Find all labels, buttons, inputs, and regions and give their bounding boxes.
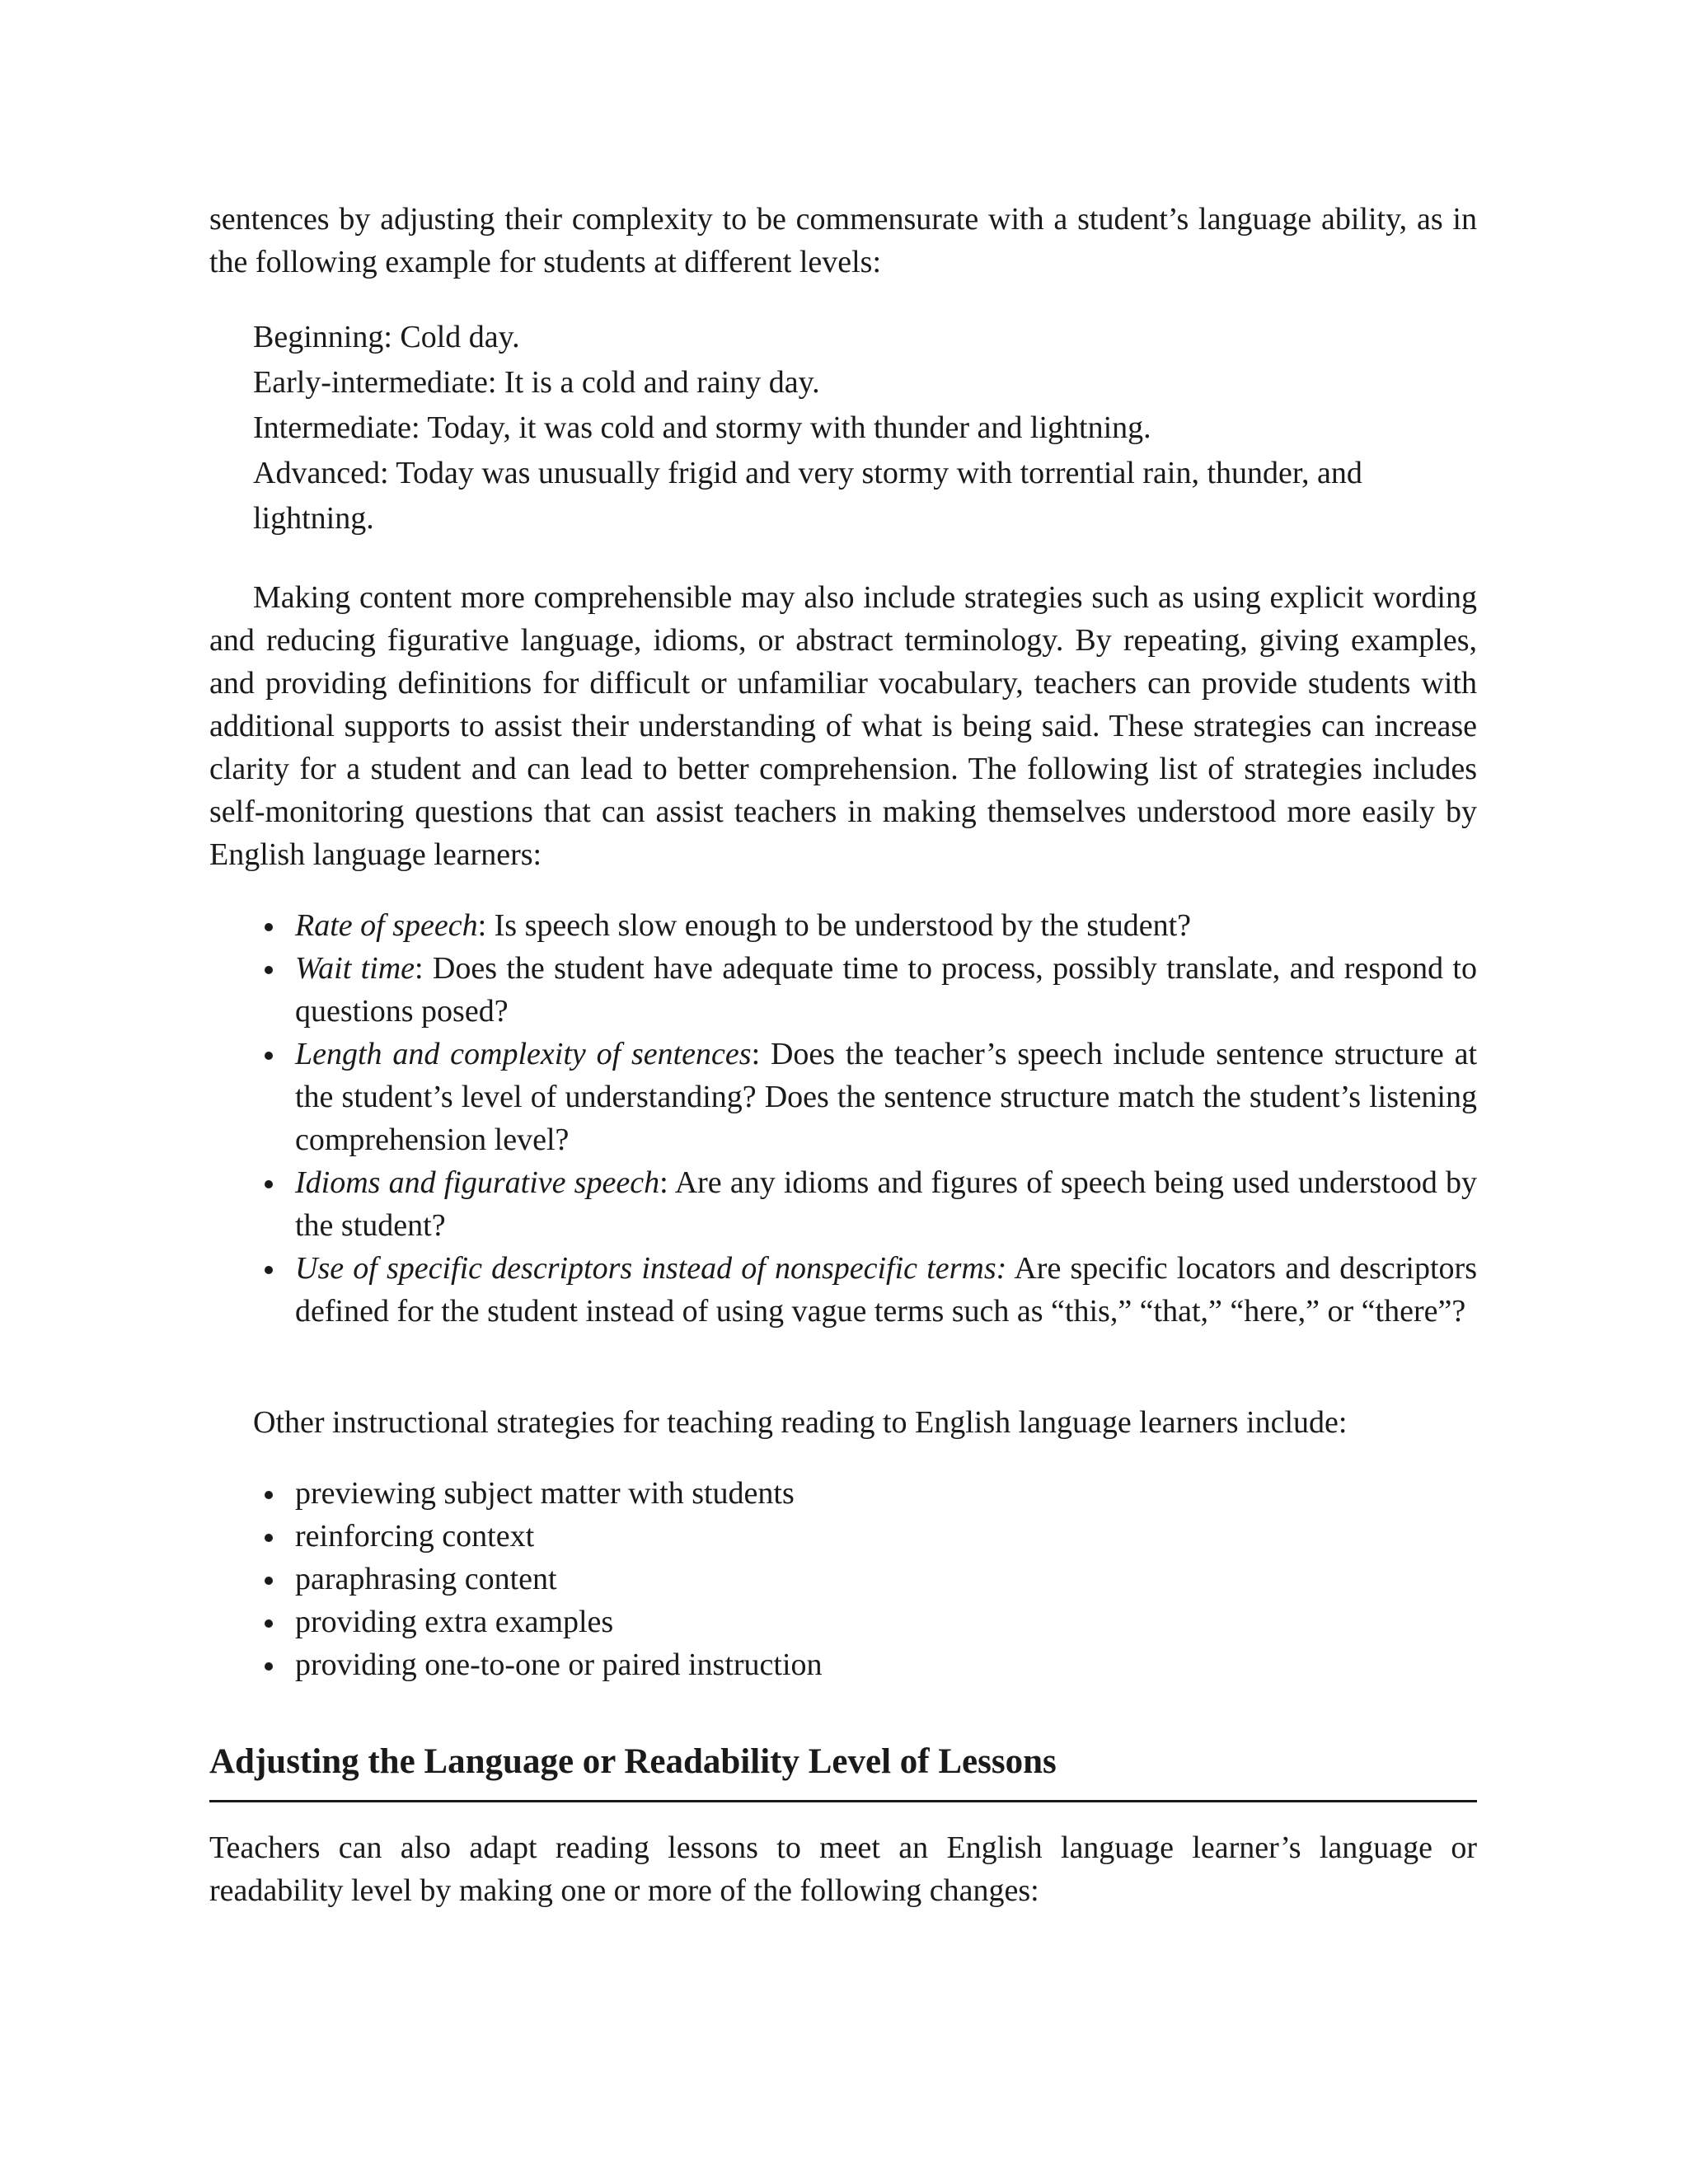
bullet-icon [265,1577,273,1585]
strategy-term: Idioms and figurative speech [295,1165,660,1200]
strategy-question: Is speech slow enough to be understood by the student? [494,908,1191,943]
strategy-question: Are any idioms and figures of speech being used understood by the student? [295,1165,1477,1243]
bullet-icon [265,923,273,931]
level-example: Advanced: Today was unusually frigid and very stormy with torrential rain, thunder, and lightning. [253,456,1362,536]
list-item: providing extra examples [209,1601,1477,1643]
list-item: Rate of speech: Is speech slow enough to be understood by the student? [209,904,1477,947]
list-item: Length and complexity of sentences: Does the teacher’s speech include sentence structure at the student’s level of understanding? Does the sentence structure match the student’s listening comprehension level? [209,1033,1477,1161]
list-item: Wait time: Does the student have adequate time to process, possibly translate, and respond to questions posed? [209,947,1477,1033]
strategy-question: Does the teacher’s speech include sentence structure at the student’s level of understanding? Does the sentence structure match the student’s listening comprehension level? [295,1037,1478,1157]
level-example: Early-intermediate: It is a cold and rainy day. [253,365,820,400]
list-item: reinforcing context [209,1515,1477,1558]
level-example: Beginning: Cold day. [253,320,520,354]
bullet-icon [265,1662,273,1671]
heading-divider [209,1800,1477,1802]
list-item: Idioms and figurative speech: Are any idioms and figures of speech being used understood by the student? [209,1161,1477,1247]
strategy-question: Are specific locators and descriptors defined for the student instead of using vague terms such as “this,” “that,” “here,” or “there”? [295,1251,1477,1329]
level-examples [253,315,1477,541]
bullet-icon [265,1052,273,1060]
other-strategies-intro: Other instructional strategies for teaching reading to English language learners include: [253,1405,1348,1440]
other-strategies-list [209,1472,1477,1686]
strategies-paragraph: Making content more comprehensible may also include strategies such as using explicit wording and reducing figurative language, idioms, or abstract terminology. By repeating, giving examples, and providing definitions for difficult or unfamiliar vocabulary, teachers can provide students with additional supports to assist their understanding of what is being said. These strategies can increase clarity for a student and can lead to better comprehension. The following list of strategies includes self-monitoring questions that can assist teachers in making themselves understood more easily by English language learners: [209,580,1477,872]
bullet-icon [265,1180,273,1188]
level-example: Intermediate: Today, it was cold and stormy with thunder and lightning. [253,410,1151,445]
section-paragraph: Teachers can also adapt reading lessons to meet an English language learner’s language or readability level by making one or more of the following changes: [209,1830,1477,1908]
strategy-list [209,904,1477,1333]
bullet-icon [265,966,273,974]
bullet-icon [265,1619,273,1628]
strategy-term: Wait time [295,951,415,986]
strategy-question: Does the student have adequate time to process, possibly translate, and respond to questions posed? [295,951,1477,1029]
list-item: previewing subject matter with students [209,1472,1477,1515]
list-item [209,1247,1477,1333]
list-item: paraphrasing content [209,1558,1477,1601]
bullet-icon [265,1266,273,1274]
bullet-icon [265,1491,273,1499]
strategy-term: Length and complexity of sentences [295,1037,752,1071]
strategy-term: Rate of speech [295,908,478,943]
section-heading: Adjusting the Language or Readability Level of Lessons [209,1742,1057,1781]
strategy-term: Use of specific descriptors instead of nonspecific terms: [295,1251,1007,1286]
list-item: providing one-to-one or paired instruction [209,1643,1477,1686]
intro-paragraph: sentences by adjusting their complexity to be commensurate with a student’s language ability, as in the following example for students at different levels: [209,202,1477,279]
bullet-icon [265,1534,273,1542]
